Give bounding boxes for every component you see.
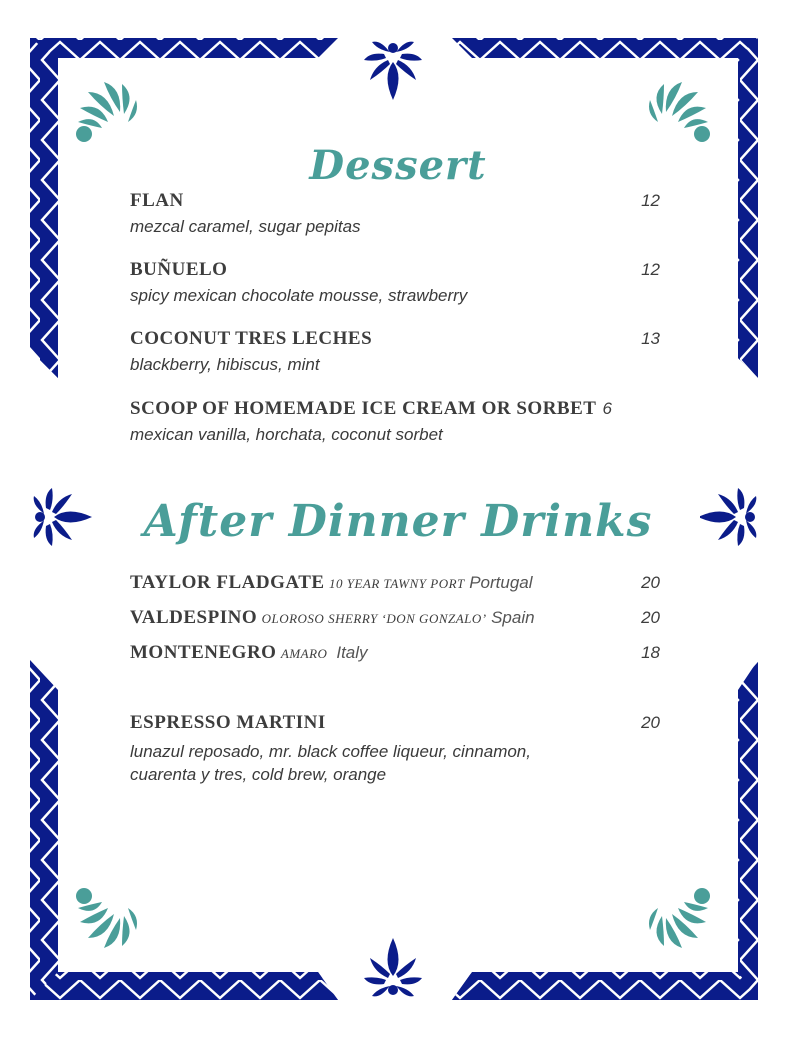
item-description: mexican vanilla, horchata, coconut sorbet [130, 425, 443, 444]
cocktail-description-line2: cuarenta y tres, cold brew, orange [130, 765, 387, 784]
cocktail-description-line1: lunazul reposado, mr. black coffee liqueur, cinnamon, [130, 742, 531, 761]
talavera-fan-icon [646, 886, 712, 952]
talavera-fan-icon [74, 78, 140, 144]
item-name: FLAN [130, 190, 184, 211]
drink-name: VALDESPINO [130, 607, 258, 628]
drink-region: Spain [491, 608, 535, 627]
menu-item [130, 259, 660, 307]
cocktail-item [130, 712, 660, 786]
item-name: SCOOP OF HOMEMADE ICE CREAM OR SORBET [130, 398, 597, 419]
drinks-title: After Dinner Drinks [143, 496, 653, 547]
item-price: 6 [602, 399, 612, 418]
drink-name: MONTENEGRO [130, 642, 277, 663]
drink-name: TAYLOR FLADGATE [130, 572, 325, 593]
item-price: 12 [641, 191, 660, 210]
drink-region: Italy [336, 643, 368, 662]
item-price: 12 [641, 260, 660, 279]
drink-style: OLOROSO SHERRY ‘DON GONZALO’ [261, 611, 487, 626]
drink-price: 18 [641, 643, 660, 662]
drink-region: Portugal [469, 573, 533, 592]
drink-item [130, 572, 660, 594]
menu-item [130, 328, 660, 376]
talavera-flower-icon [362, 936, 424, 1002]
drink-style: AMARO [280, 646, 328, 661]
drink-price: 20 [641, 573, 660, 592]
item-description: mezcal caramel, sugar pepitas [130, 217, 361, 236]
talavera-fan-icon [646, 78, 712, 144]
menu-item [130, 190, 660, 238]
item-name: BUÑUELO [130, 259, 228, 280]
drink-item [130, 607, 660, 629]
menu-item [130, 398, 660, 446]
cocktail-name: ESPRESSO MARTINI [130, 712, 326, 733]
item-description: spicy mexican chocolate mousse, strawberry [130, 286, 468, 305]
item-description: blackberry, hibiscus, mint [130, 355, 320, 374]
talavera-fan-icon [74, 886, 140, 952]
dessert-title: Dessert [309, 142, 487, 189]
talavera-flower-icon [362, 36, 424, 102]
item-price: 13 [641, 329, 660, 348]
cocktail-price: 20 [641, 713, 660, 732]
drink-item [130, 642, 660, 664]
drink-price: 20 [641, 608, 660, 627]
drink-style: 10 YEAR TAWNY PORT [329, 576, 465, 591]
item-name: COCONUT TRES LECHES [130, 328, 373, 349]
